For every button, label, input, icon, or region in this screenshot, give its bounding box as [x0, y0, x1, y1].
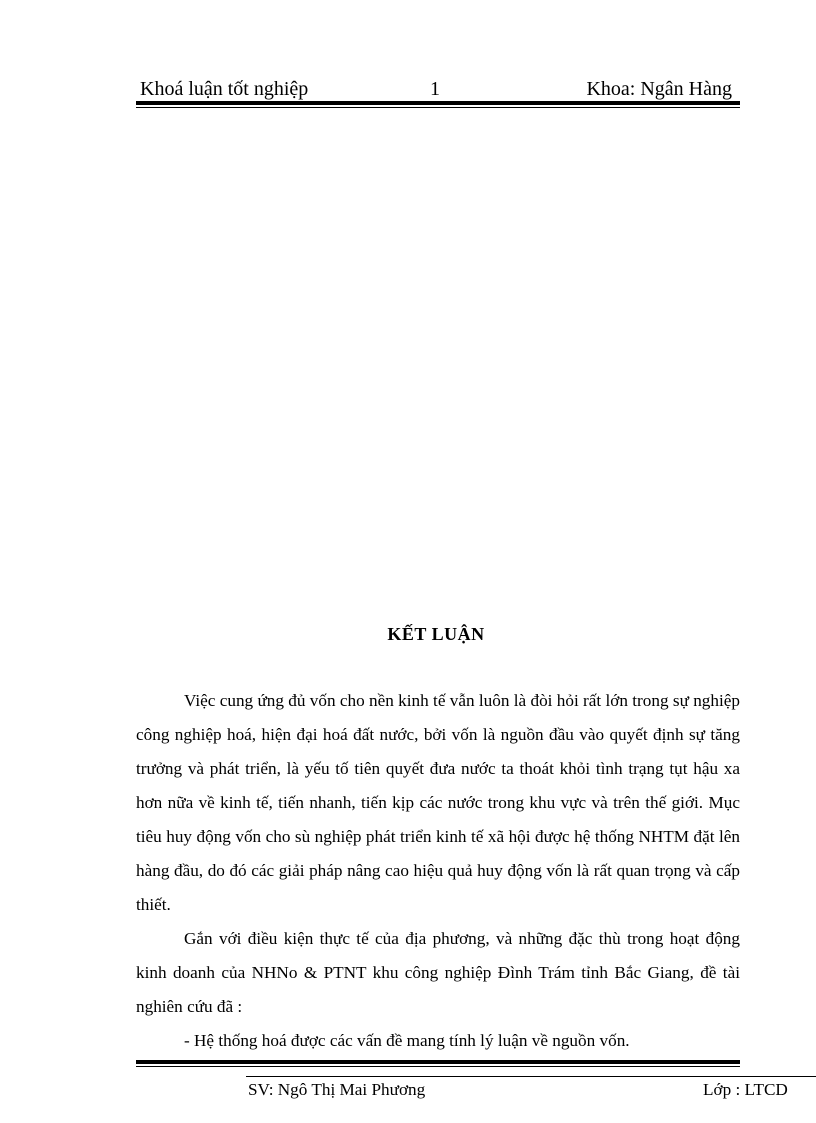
- header-faculty-label: Khoa: Ngân Hàng: [586, 78, 732, 100]
- header-rule-thick: [136, 101, 740, 105]
- footer-student-name: SV: Ngô Thị Mai Phương: [248, 1080, 426, 1099]
- section-heading: KẾT LUẬN: [387, 624, 485, 644]
- paragraph-3: - Hệ thống hoá được các vấn đề mang tính lý luận về nguồn vốn.: [184, 1031, 630, 1050]
- footer-rule-thick: [136, 1060, 740, 1064]
- header-rule-thin: [136, 107, 740, 108]
- footer-rule-thin: [136, 1066, 740, 1067]
- paragraph-1: Việc cung ứng đủ vốn cho nền kinh tế vẫn luôn là đòi hỏi rất lớn trong sự nghiệp công nghiệp hoá, hiện đại hoá đất nước, bởi vốn là nguồn đầu vào quyết định sự tăng trưởng và phát triển, là yếu tố tiên quyết đưa nước ta thoát khỏi tình trạng tụt hậu xa hơn nữa về kinh tế, tiến nhanh, tiến kịp các nước trong khu vực và trên thế giới. Mục tiêu huy động vốn cho sù nghiệp phát triển kinh tế xã hội được hệ thống NHTM đặt lên hàng đầu, do đó các giải pháp nâng cao hiệu quả huy động vốn là rất quan trọng và cấp thiết.: [136, 691, 740, 914]
- footer-class-label: Lớp : LTCD: [703, 1080, 788, 1099]
- paragraph-2: Gắn với điều kiện thực tế của địa phương, và những đặc thù trong hoạt động kinh doanh của NHNo & PTNT khu công nghiệp Đình Trám tỉnh Bắc Giang, đề tài nghiên cứu đã :: [136, 929, 740, 1016]
- page-header: [138, 74, 738, 104]
- footer-rule-extended: [246, 1076, 816, 1077]
- header-thesis-label: Khoá luận tốt nghiệp: [140, 78, 309, 100]
- body-text: [136, 684, 740, 1058]
- header-page-number: 1: [430, 78, 440, 100]
- page-footer: [0, 1078, 816, 1106]
